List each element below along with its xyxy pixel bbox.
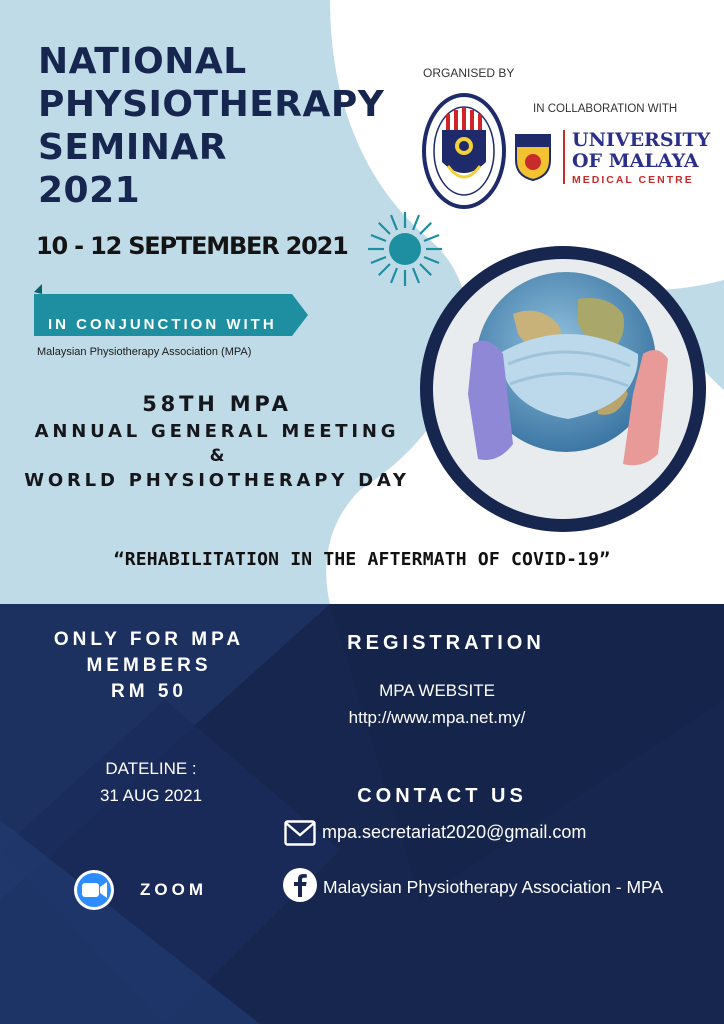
event-line-1: 58TH MPA <box>142 392 292 416</box>
deadline-label: DATELINE : <box>105 759 197 778</box>
event-ampersand: & <box>209 446 225 466</box>
collaboration-label: IN COLLABORATION WITH <box>533 103 678 115</box>
membership-line-1: ONLY FOR MPA <box>53 629 245 650</box>
title-line-1: NATIONAL <box>38 41 247 82</box>
conjunction-label: IN CONJUNCTION WITH <box>48 316 277 333</box>
membership-line-2: MEMBERS <box>86 655 212 676</box>
um-line-1: UNIVERSITY <box>572 129 711 151</box>
event-line-4: WORLD PHYSIOTHERAPY DAY <box>24 470 410 491</box>
title-line-3: SEMINAR <box>38 127 227 168</box>
organised-by-label: ORGANISED BY <box>423 66 515 80</box>
title-line-4: 2021 <box>38 170 141 211</box>
um-line-2: OF MALAYA <box>572 150 699 172</box>
title-line-2: PHYSIOTHERAPY <box>38 84 385 125</box>
um-crest-icon <box>513 132 553 182</box>
contact-facebook-link[interactable]: Malaysian Physiotherapy Association - MPA <box>323 877 664 897</box>
zoom-label: ZOOM <box>140 880 207 899</box>
seminar-title <box>38 40 418 212</box>
mpa-seal-logo <box>422 92 506 210</box>
masked-globe-image <box>418 244 708 534</box>
registration-heading: REGISTRATION <box>347 632 545 654</box>
deadline-date: 31 AUG 2021 <box>99 786 203 805</box>
membership-price: RM 50 <box>111 681 187 702</box>
conjunction-ribbon <box>34 284 310 342</box>
registration-url-link[interactable]: http://www.mpa.net.my/ <box>348 708 526 727</box>
seminar-dates: 10 - 12 SEPTEMBER 2021 <box>36 232 348 260</box>
registration-site-label: MPA WEBSITE <box>379 681 495 700</box>
event-line-2: ANNUAL GENERAL MEETING <box>34 421 400 442</box>
um-logo-text <box>572 130 710 172</box>
zoom-icon[interactable] <box>73 869 115 911</box>
email-icon <box>284 820 316 846</box>
conjunction-org: Malaysian Physiotherapy Association (MPA) <box>37 346 252 358</box>
contact-email-link[interactable]: mpa.secretariat2020@gmail.com <box>322 822 587 842</box>
membership-info <box>22 627 276 705</box>
contact-heading: CONTACT US <box>357 785 527 807</box>
seminar-tagline: “REHABILITATION IN THE AFTERMATH OF COVID-19” <box>113 549 611 570</box>
um-divider <box>563 130 565 184</box>
um-line-3: MEDICAL CENTRE <box>572 174 694 186</box>
facebook-icon[interactable] <box>282 867 318 903</box>
